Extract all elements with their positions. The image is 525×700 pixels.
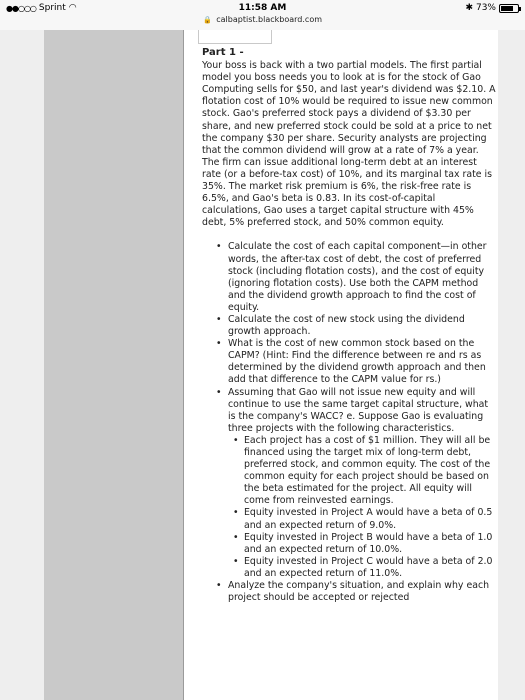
battery-icon [499, 4, 519, 13]
status-time: 11:58 AM [238, 3, 287, 13]
status-bar [0, 0, 525, 30]
intro-paragraph: Your boss is back with a two partial models. The first partial model you boss needs you to look at is for the stock of Gao Computing sells for $50, and last year's dividend was $2.10. A flotation cost of 10% would be required to issue new common stock. Gao's preferred stock pays a dividend of $3.30 per share, and new preferred stock could be sold at a price to net the company $30 per share. Security analysts are projecting that the common dividend will grow at a rate of 7% a year. The firm can issue additional long-term debt at an interest rate (or a before-tax cost) of 10%, and its marginal tax rate is 35%. The market risk premium is 6%, the risk-free rate is 6.5%, and Gao's beta is 0.83. In its cost-of-capital calculations, Gao uses a target capital structure with 45% debt, 5% preferred stock, and 50% common equity. [202, 60, 496, 229]
bluetooth-icon: ✱ [465, 3, 473, 13]
page-background-right [498, 30, 525, 700]
list-item-text: Assuming that Gao will not issue new equity and will continue to use the same target capital structure, what is the company's WACC? e. Suppose Gao is evaluating three projects with the following characteristics. [228, 386, 489, 434]
signal-strength-icon: ●●○○○ [6, 3, 36, 13]
url-text: calbaptist.blackboard.com [216, 15, 323, 24]
list-item: • Analyze the company's situation, and explain why each project should be accepted or rejected [202, 580, 496, 604]
project-list [228, 435, 496, 580]
sub-list-item: • Equity invested in Project A would have a beta of 0.5 and an expected return of 9.0%. [228, 507, 496, 531]
header-tab [198, 30, 272, 44]
sub-list-item: • Equity invested in Project B would have a beta of 1.0 and an expected return of 10.0%. [228, 532, 496, 556]
page-background-left [0, 30, 44, 700]
part-title: Part 1 - [202, 47, 244, 58]
list-item: • What is the cost of new common stock based on the CAPM? (Hint: Find the difference between re and rs as determined by the dividend growth approach and then add that difference to the CAPM value for rs.) [202, 338, 496, 386]
status-right [465, 3, 519, 13]
sub-list-item: • Each project has a cost of $1 million. They will all be financed using the target mix of long-term debt, preferred stock, and common equity. The cost of the common equity for each project should be based on the beta estimated for the project. All equity will come from reinvested earnings. [228, 435, 496, 508]
address-bar[interactable] [0, 15, 525, 24]
list-item: • Calculate the cost of each capital component—in other words, the after-tax cost of debt, the cost of preferred stock (including flotation costs), and the cost of equity (ignoring flotation costs). Use both the CAPM method and the dividend growth approach to find the cost of equity. [202, 241, 496, 314]
side-panel [44, 30, 184, 700]
carrier-name: Sprint [38, 3, 66, 13]
wifi-icon: ◠ [68, 3, 77, 13]
list-item [202, 387, 496, 581]
question-list [202, 241, 496, 604]
lock-icon: 🔒 [202, 16, 212, 24]
battery-fill [501, 6, 513, 11]
battery-tip [519, 7, 521, 11]
assignment-content [202, 47, 496, 604]
battery-percent: 73% [475, 3, 496, 13]
list-item: • Calculate the cost of new stock using the dividend growth approach. [202, 314, 496, 338]
sub-list-item: • Equity invested in Project C would have a beta of 2.0 and an expected return of 11.0%. [228, 556, 496, 580]
